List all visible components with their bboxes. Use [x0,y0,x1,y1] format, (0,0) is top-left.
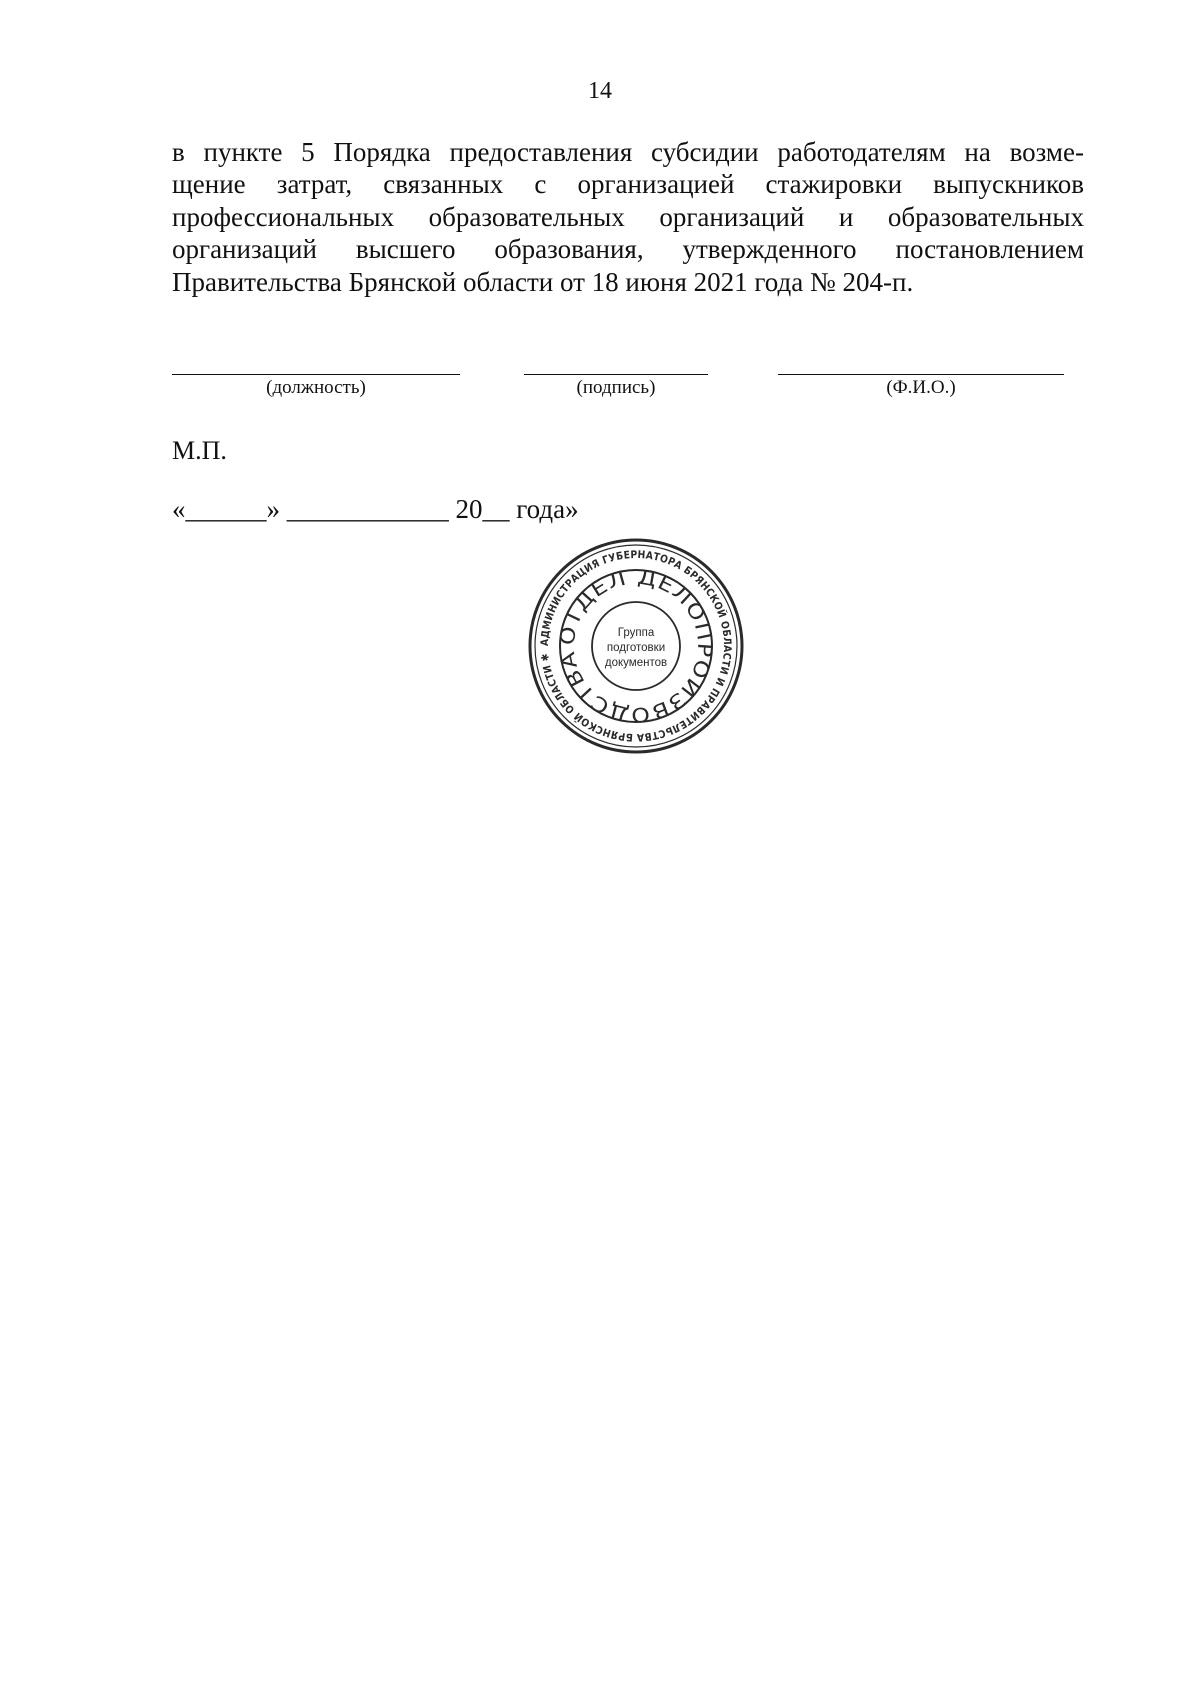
fio-line [778,374,1064,375]
fio-field [778,374,1064,414]
fio-caption: (Ф.И.О.) [886,377,956,398]
paragraph-line: в пункте 5 Порядка предоставления субсидии работодателям на возме- [172,137,1084,167]
signature-field [524,374,708,414]
position-caption: (должность) [266,377,366,398]
seal-center-line: документов [604,657,668,669]
paragraph-line: организаций высшего образования, утвержденного постановлением [172,234,1084,265]
official-seal [526,536,746,756]
body-paragraph [172,136,1084,298]
paragraph-line: профессиональных образовательных организаций и образовательных [172,201,1084,232]
paragraph-line: щение затрат, связанных с организацией стажировки выпускников [172,169,1084,200]
signature-line [524,374,708,375]
paragraph-line: Правительства Брянской области от 18 июня 2021 года № 204-п. [172,266,914,297]
page-number: 14 [588,78,612,104]
seal-center-line: подготовки [606,642,666,654]
date-line: «______» ____________ 20__ года» [172,494,579,524]
position-field [172,374,460,414]
stamp-place-label: М.П. [172,436,227,465]
seal-inner-text: ОТДЕЛ ДЕЛОПРОИЗВОДСТВА [554,564,718,728]
signature-caption: (подпись) [576,377,656,398]
seal-center-line: Группа [617,627,655,639]
seal-outer-text: АДМИНИСТРАЦИЯ ГУБЕРНАТОРА БРЯНСКОЙ ОБЛАСТИ И ПРАВИТЕЛЬСТВА БРЯНСКОЙ ОБЛАСТИ ✱ [538,548,734,744]
position-line [172,374,460,375]
